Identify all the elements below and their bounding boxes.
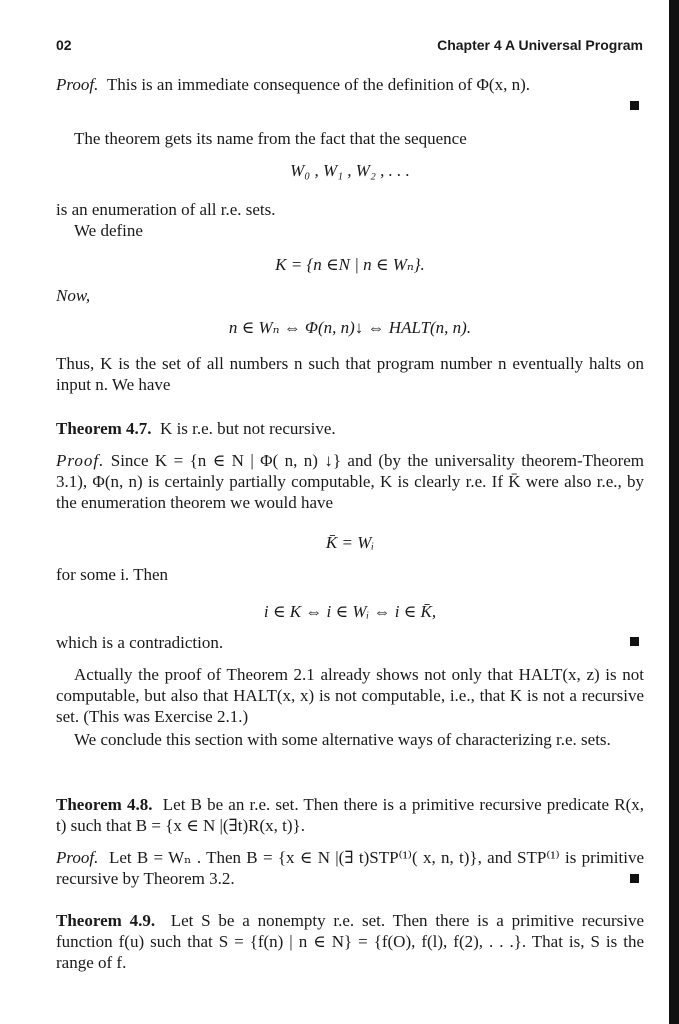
proof-4-7 (56, 450, 644, 513)
theorem-text: Let B be an r.e. set. Then there is a primitive recursive predicate R(x, t) such that B = {x ∈ N |(∃t)R(x, t)}. (56, 795, 644, 835)
proof-label: Proof. (56, 848, 99, 867)
qed-marker (630, 101, 639, 110)
page-edge (669, 0, 679, 1024)
equation-k-definition: K = {n ∈N | n ∈ Wₙ}. (275, 255, 425, 274)
theorem-text: Let S be a nonempty r.e. set. Then there is a primitive recursive function f(u) such that S = {f(n) | n ∈ N} = {f(O), f(l), f(2), . . .}. That is, S is the range of f. (56, 911, 644, 972)
theorem-4-7 (56, 418, 644, 439)
proof-label: Proof. (56, 451, 105, 470)
proof-paragraph-1 (56, 74, 644, 95)
proof-text: Let B = Wₙ . Then B = {x ∈ N |(∃ t)STP⁽¹⁾( x, n, t)}, and STP⁽¹⁾ is primitive recursive by Theorem 3.2. (56, 848, 644, 888)
theorem-text: K is r.e. but not recursive. (160, 419, 336, 438)
paragraph-actually: Actually the proof of Theorem 2.1 already shows not only that HALT(x, z) is not computable, but also that HALT(x, x) is not computable, i.e., that K is not a recursive set. (This was Exercise 2.1.) (56, 665, 644, 726)
paragraph-theorem-name: The theorem gets its name from the fact that the sequence (74, 129, 467, 148)
text-line: is an enumeration of all r.e. sets. (56, 200, 276, 219)
theorem-label: Theorem 4.8. (56, 795, 153, 814)
proof-text: This is an immediate consequence of the definition of Φ(x, n). (106, 75, 530, 94)
theorem-label: Theorem 4.9. (56, 911, 156, 930)
theorem-4-9 (56, 910, 644, 973)
equation-sequence: W₀ , W₁ , W₂ , . . . (290, 161, 410, 180)
proof-text: Since K = {n ∈ N | Φ( n, n) ↓} and (by the universality theorem-Theorem 3.1), Φ(n, n) is certainly partially computable, K is clearly r.e. If K̄ were also r.e., by the enumeration theorem we would have (56, 451, 644, 512)
theorem-4-8 (56, 794, 644, 836)
paragraph-contradiction: which is a contradiction. (56, 633, 224, 652)
now-label: Now, (56, 286, 91, 305)
paragraph-conclude: We conclude this section with some alternative ways of characterizing r.e. sets. (74, 730, 611, 749)
equation-kbar: K̄ = Wᵢ (325, 533, 375, 552)
qed-marker (630, 874, 639, 883)
text-line: We define (74, 221, 143, 240)
page-number: 02 (56, 37, 72, 53)
equation-halt: n ∈ Wₙ ⇔ Φ(n, n)↓ ⇔ HALT(n, n). (228, 318, 472, 337)
proof-4-8 (56, 847, 644, 889)
chapter-title: Chapter 4 A Universal Program (437, 37, 643, 53)
theorem-label: Theorem 4.7. (56, 419, 152, 438)
paragraph-for-some-i: for some i. Then (56, 565, 169, 584)
paragraph-k-description: Thus, K is the set of all numbers n such that program number n eventually halts on input n. We have (56, 354, 644, 394)
qed-marker (630, 637, 639, 646)
equation-contradiction: i ∈ K ⇔ i ∈ Wᵢ ⇔ i ∈ K̄, (263, 602, 437, 621)
paragraph-enumeration (56, 199, 644, 241)
proof-label: Proof. (56, 75, 99, 94)
